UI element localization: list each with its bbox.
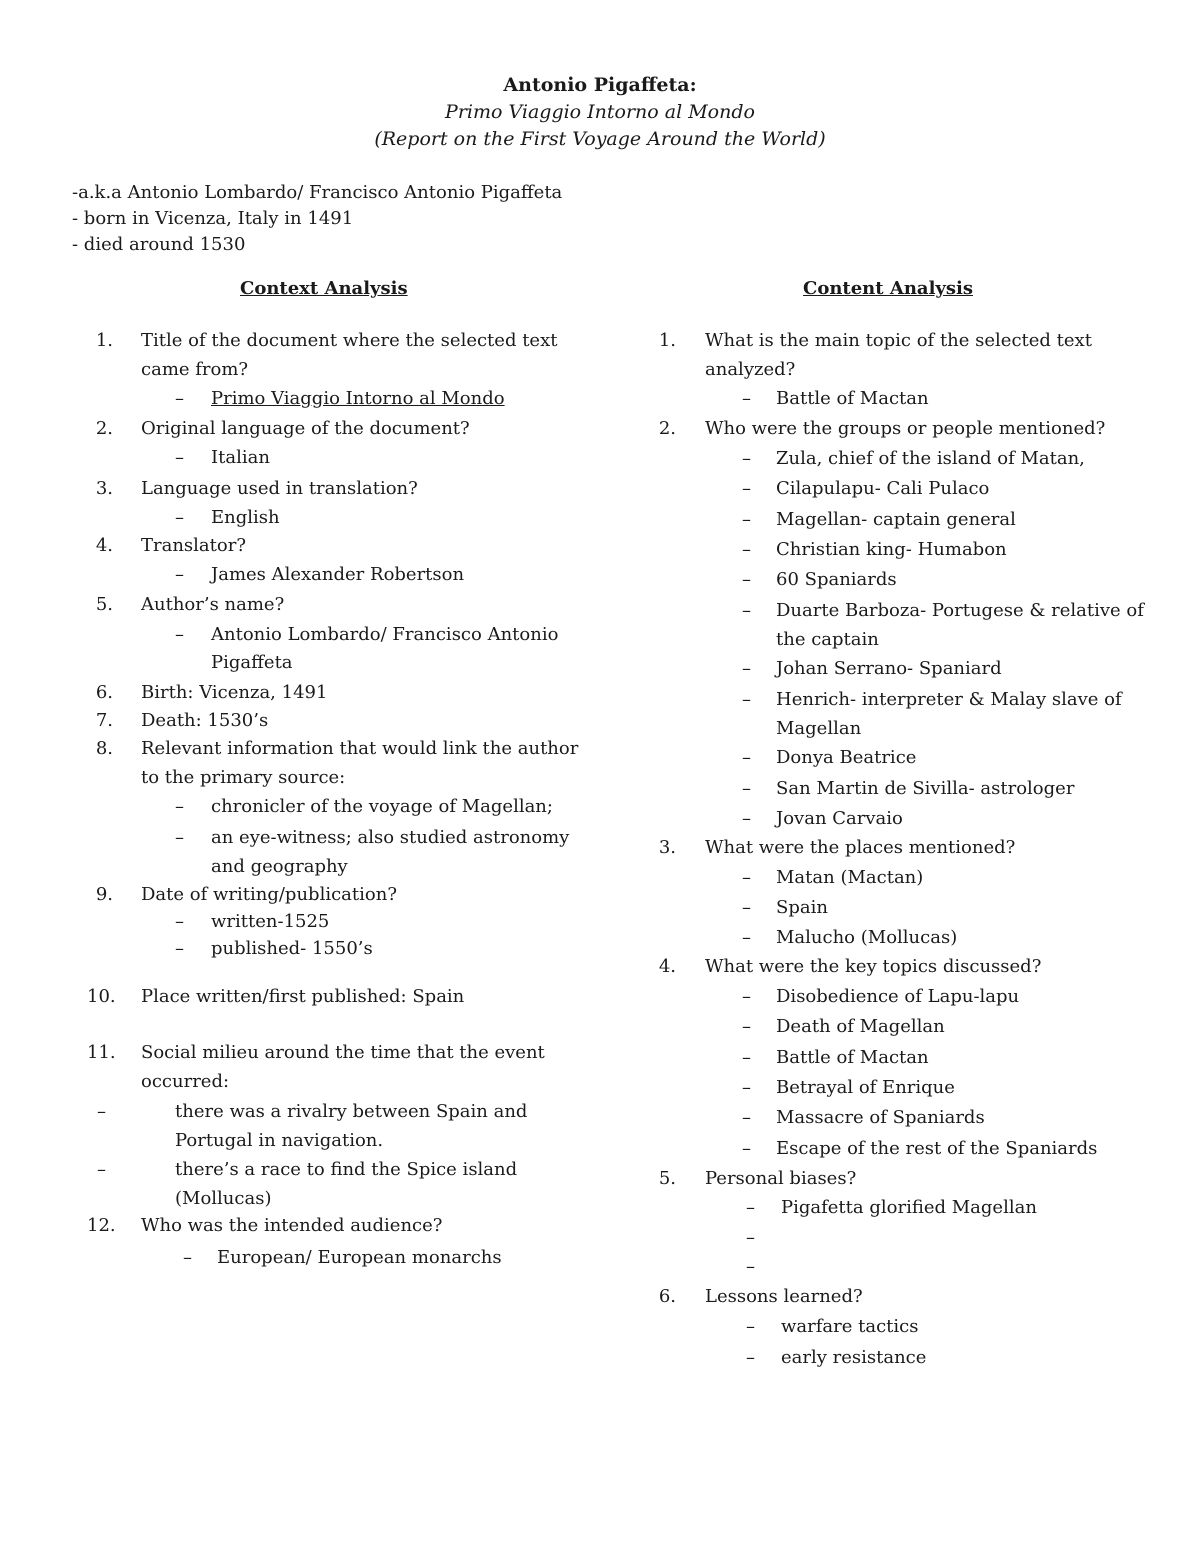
dash-bullet: –: [742, 986, 751, 1007]
dash-bullet: –: [175, 447, 184, 468]
list-number: 3.: [658, 837, 676, 858]
dash-bullet: –: [97, 1101, 106, 1122]
sub-item-text: Battle of Mactan: [776, 1047, 929, 1068]
list-item-text: Social milieu around the time that the event: [141, 1042, 545, 1063]
sub-item-continuation: Portugal in navigation.: [175, 1130, 384, 1151]
sub-item-text: 60 Spaniards: [776, 569, 897, 590]
sub-item-text: Antonio Lombardo/ Francisco Antonio: [211, 624, 559, 645]
content-analysis-heading: Content Analysis: [803, 278, 973, 299]
list-item-text: analyzed?: [705, 359, 796, 380]
sub-item-text: Disobedience of Lapu-lapu: [776, 986, 1020, 1007]
list-item-text: Death: 1530’s: [141, 710, 269, 731]
sub-item-text: there was a rivalry between Spain and: [175, 1101, 528, 1122]
sub-item-text: Henrich- interpreter & Malay slave of: [776, 689, 1122, 710]
document-subtitle-translation: (Report on the First Voyage Around the World): [374, 128, 826, 150]
author-intro: [72, 180, 562, 258]
dash-bullet: –: [742, 478, 751, 499]
list-number: 5.: [658, 1168, 676, 1189]
list-item-text: Who were the groups or people mentioned?: [705, 418, 1106, 439]
sub-item-text: Betrayal of Enrique: [776, 1077, 955, 1098]
sub-item-text: Cilapulapu- Cali Pulaco: [776, 478, 990, 499]
sub-item-text: James Alexander Robertson: [211, 564, 465, 585]
dash-bullet: –: [742, 927, 751, 948]
list-item-text: Date of writing/publication?: [141, 884, 397, 905]
sub-item-text: Spain: [776, 897, 828, 918]
sub-item-text: San Martin de Sivilla- astrologer: [776, 778, 1075, 799]
list-item-text: What were the places mentioned?: [705, 837, 1016, 858]
dash-bullet: –: [746, 1256, 755, 1277]
dash-bullet: –: [742, 569, 751, 590]
dash-bullet: –: [742, 808, 751, 829]
sub-item-text: there’s a race to find the Spice island: [175, 1159, 518, 1180]
dash-bullet: –: [742, 1047, 751, 1068]
sub-item-text: English: [211, 507, 280, 528]
sub-item-text: Death of Magellan: [776, 1016, 945, 1037]
dash-bullet: –: [175, 827, 184, 848]
list-number: 8.: [95, 738, 113, 759]
sub-item-text: Escape of the rest of the Spaniards: [776, 1138, 1098, 1159]
list-number: 4.: [95, 535, 113, 556]
intro-line: -a.k.a Antonio Lombardo/ Francisco Antonio Pigaffeta: [72, 182, 563, 203]
list-item-text: Translator?: [141, 535, 246, 556]
list-item-text: What were the key topics discussed?: [705, 956, 1042, 977]
sub-item-text: Magellan- captain general: [776, 509, 1016, 530]
dash-bullet: –: [742, 658, 751, 679]
document-title: Antonio Pigaffeta:: [503, 74, 697, 96]
list-number: 2.: [658, 418, 676, 439]
intro-line: - died around 1530: [72, 234, 246, 255]
sub-item-text: Massacre of Spaniards: [776, 1107, 985, 1128]
dash-bullet: –: [742, 747, 751, 768]
dash-bullet: –: [175, 624, 184, 645]
dash-bullet: –: [746, 1316, 755, 1337]
dash-bullet: –: [742, 689, 751, 710]
sub-item-text: Christian king- Humabon: [776, 539, 1007, 560]
list-item-text: occurred:: [141, 1071, 230, 1092]
list-item-text: Birth: Vicenza, 1491: [141, 682, 328, 703]
sub-item-text: Jovan Carvaio: [776, 808, 903, 829]
sub-item-continuation: the captain: [776, 629, 879, 650]
context-analysis-heading: Context Analysis: [240, 278, 408, 299]
list-item-text: Place written/first published: Spain: [141, 986, 465, 1007]
sub-item-text: Duarte Barboza- Portugese & relative of: [776, 600, 1144, 621]
list-number: 5.: [95, 594, 113, 615]
list-item-text: Language used in translation?: [141, 478, 418, 499]
list-item-text: Personal biases?: [705, 1168, 857, 1189]
dash-bullet: –: [742, 897, 751, 918]
sub-item-text: Italian: [211, 447, 270, 468]
sub-item-text: Primo Viaggio Intorno al Mondo: [211, 388, 505, 409]
intro-line: - born in Vicenza, Italy in 1491: [72, 208, 354, 229]
list-number: 6.: [95, 682, 113, 703]
list-number: 3.: [95, 478, 113, 499]
list-number: 1.: [658, 330, 676, 351]
list-number: 6.: [658, 1286, 676, 1307]
sub-item-continuation: and geography: [211, 856, 348, 877]
sub-item-text: Battle of Mactan: [776, 388, 929, 409]
dash-bullet: –: [742, 1107, 751, 1128]
dash-bullet: –: [742, 1016, 751, 1037]
sub-item-continuation: Pigaffeta: [211, 652, 293, 673]
dash-bullet: –: [175, 507, 184, 528]
list-number: 9.: [95, 884, 113, 905]
list-number: 11.: [87, 1042, 116, 1063]
list-number: 2.: [95, 418, 113, 439]
sub-item-text: Malucho (Mollucas): [776, 927, 958, 948]
sub-item-text: written-1525: [211, 911, 330, 932]
sub-item-text: published- 1550’s: [211, 938, 373, 959]
list-number: 12.: [87, 1215, 116, 1236]
sub-item-text: chronicler of the voyage of Magellan;: [211, 796, 553, 817]
sub-item-continuation: Magellan: [776, 718, 862, 739]
dash-bullet: –: [183, 1247, 192, 1268]
list-number: 7.: [95, 710, 113, 731]
dash-bullet: –: [742, 600, 751, 621]
dash-bullet: –: [97, 1159, 106, 1180]
list-number: 4.: [658, 956, 676, 977]
list-number: 10.: [87, 986, 116, 1007]
list-item-text: to the primary source:: [141, 767, 346, 788]
list-item-text: What is the main topic of the selected text: [705, 330, 1092, 351]
list-item-text: came from?: [141, 359, 249, 380]
list-item-text: Who was the intended audience?: [141, 1215, 443, 1236]
dash-bullet: –: [742, 448, 751, 469]
sub-item-text: Matan (Mactan): [776, 867, 924, 888]
list-item-text: Lessons learned?: [705, 1286, 863, 1307]
sub-item-text: Johan Serrano- Spaniard: [776, 658, 1002, 679]
list-item-text: Original language of the document?: [141, 418, 470, 439]
sub-item-continuation: (Mollucas): [175, 1188, 272, 1209]
list-number: 1.: [95, 330, 113, 351]
dash-bullet: –: [742, 509, 751, 530]
dash-bullet: –: [742, 778, 751, 799]
dash-bullet: –: [742, 388, 751, 409]
dash-bullet: –: [175, 911, 184, 932]
list-item-text: Relevant information that would link the author: [141, 738, 579, 759]
dash-bullet: –: [175, 938, 184, 959]
list-item-text: Author’s name?: [141, 594, 285, 615]
dash-bullet: –: [742, 867, 751, 888]
sub-item-text: an eye-witness; also studied astronomy: [211, 827, 570, 848]
dash-bullet: –: [746, 1347, 755, 1368]
document-subtitle: Primo Viaggio Intorno al Mondo: [445, 101, 755, 123]
sub-item-text: Pigafetta glorified Magellan: [781, 1197, 1037, 1218]
sub-item-text: Zula, chief of the island of Matan,: [776, 448, 1085, 469]
dash-bullet: –: [742, 539, 751, 560]
dash-bullet: –: [746, 1227, 755, 1248]
dash-bullet: –: [742, 1077, 751, 1098]
dash-bullet: –: [175, 388, 184, 409]
sub-item-text: warfare tactics: [781, 1316, 919, 1337]
dash-bullet: –: [175, 564, 184, 585]
sub-item-text: early resistance: [781, 1347, 927, 1368]
dash-bullet: –: [742, 1138, 751, 1159]
list-item-text: Title of the document where the selected text: [141, 330, 558, 351]
dash-bullet: –: [746, 1197, 755, 1218]
dash-bullet: –: [175, 796, 184, 817]
sub-item-text: European/ European monarchs: [217, 1247, 502, 1268]
sub-item-text: Donya Beatrice: [776, 747, 917, 768]
